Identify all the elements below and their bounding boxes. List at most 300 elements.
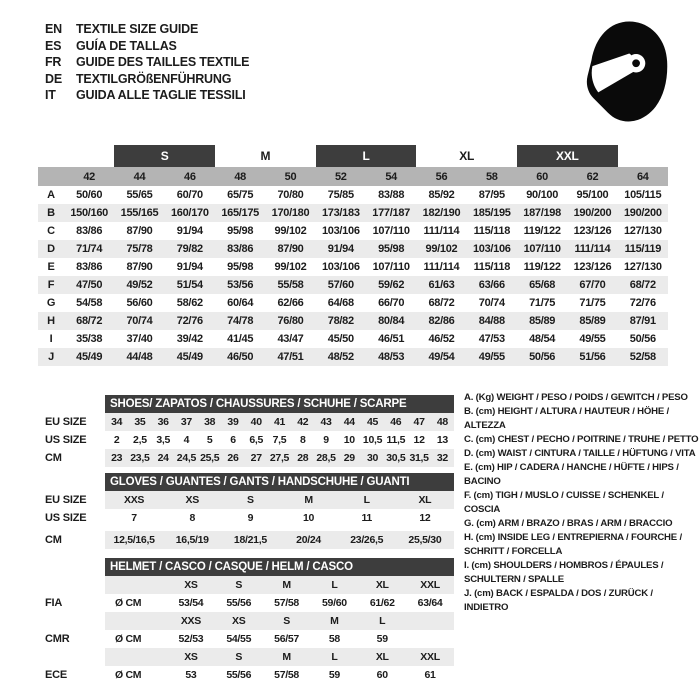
cell: 85/89 [517, 312, 567, 330]
cell: 29 [338, 449, 361, 467]
section-title-row [105, 558, 454, 576]
cell: 35 [128, 413, 151, 431]
cell: D [38, 240, 64, 258]
cell: 38 [198, 413, 221, 431]
cell: 61/62 [369, 597, 395, 609]
cell: 46 [165, 167, 215, 186]
cell: 55/56 [226, 669, 252, 681]
cell: G [46, 297, 56, 309]
cell: 23,5 [128, 449, 151, 467]
cell: 37 [175, 413, 198, 431]
cell: 59/60 [322, 597, 347, 609]
gloves-table-title: GLOVES / GUANTES / GANTS / HANDSCHUHE / GUANTI [105, 473, 454, 491]
cell: 23 [105, 449, 128, 467]
cell: L [338, 491, 396, 509]
cell: 70/74 [478, 297, 505, 309]
cell: M [263, 576, 311, 594]
cell: 24,5 [175, 449, 198, 467]
cell: 71/75 [579, 297, 606, 309]
cell: 52/53 [178, 633, 204, 645]
cell [38, 167, 64, 186]
cell: 91/94 [176, 261, 203, 273]
cell: 70/80 [277, 189, 304, 201]
cell: 25,5/30 [396, 531, 454, 549]
cell: 56 [416, 167, 466, 186]
cell: S [221, 491, 279, 509]
lang-label: TEXTILE SIZE GUIDE [76, 22, 199, 36]
cell: XS [167, 648, 215, 666]
measurement-row-B [38, 204, 668, 222]
cell: 74/78 [215, 312, 265, 330]
cell: 65/75 [227, 189, 254, 201]
cell: 50/60 [76, 189, 103, 201]
cell: 48/54 [529, 333, 556, 345]
cm-row [105, 531, 454, 549]
cell: 18/21,5 [221, 531, 279, 549]
cell: 115/119 [618, 240, 668, 258]
cell: 42 [291, 413, 314, 431]
eu-size-row [105, 413, 454, 431]
cell: 70/74 [114, 312, 164, 330]
measurement-row-C [38, 222, 668, 240]
lang-code: ES [45, 38, 62, 53]
cell: 45 [361, 413, 384, 431]
cell: 190/200 [618, 204, 668, 222]
language-row [45, 21, 249, 38]
cell: 56/60 [126, 297, 153, 309]
cell: 48/52 [316, 348, 366, 366]
measurement-row-G [38, 294, 668, 312]
cell: 39 [221, 413, 244, 431]
cell: J [38, 348, 64, 366]
cell: 83/86 [76, 225, 103, 237]
shoes-eu-size-label: EU SIZE [45, 416, 87, 428]
cell: 41 [268, 413, 291, 431]
cell: 47 [407, 413, 430, 431]
cell: 60 [376, 669, 388, 681]
helmet-cmr-label: CMR [45, 633, 70, 645]
cell: 43 [314, 413, 337, 431]
cell: 62 [567, 167, 617, 186]
cell: 25,5 [198, 449, 221, 467]
cell: 2,5 [133, 434, 147, 446]
size-band-S: S [114, 145, 215, 167]
gloves-cm-label: CM [45, 534, 62, 546]
cell: 12 [413, 434, 425, 446]
main-size-table [38, 145, 668, 366]
cell: A [47, 189, 55, 201]
cell: 105/115 [624, 189, 662, 201]
cell: 9 [323, 434, 329, 446]
helmet-sizes-row-CMR [105, 612, 454, 630]
cell: 72/76 [165, 312, 215, 330]
cell: 71/75 [529, 297, 556, 309]
cell: 39/42 [176, 333, 203, 345]
cell: 190/200 [567, 204, 617, 222]
cell: L [310, 648, 358, 666]
legend-item-C: C. (cm) CHEST / PECHO / POITRINE / TRUHE / PETTO [464, 434, 699, 445]
cell: 90/100 [526, 189, 559, 201]
cell: 91/94 [316, 240, 366, 258]
cell: 49/54 [416, 348, 466, 366]
cell: 52 [316, 167, 366, 186]
cell: 107/110 [372, 261, 410, 273]
size-band-row [38, 145, 668, 167]
legend-item-H: H. (cm) INSIDE LEG / ENTREPIERNA / FOURCHE / SCHRITT / FORCELLA [464, 532, 682, 557]
cell: 53 [185, 669, 197, 681]
cell: C [47, 225, 55, 237]
cell: 63/64 [417, 597, 443, 609]
cell: 8 [189, 512, 195, 524]
cell: 7,5 [272, 434, 287, 446]
helmet-table [105, 558, 454, 684]
cell: 32 [431, 449, 454, 467]
legend-item-D: D. (cm) WAIST / CINTURA / TAILLE / HÜFTUNG / VITA [464, 448, 696, 459]
cell: 54/58 [76, 297, 103, 309]
cell: 67/70 [567, 276, 617, 294]
cell: 47/50 [64, 276, 114, 294]
measurement-row-I [38, 330, 668, 348]
helmet-ece-label: ECE [45, 669, 68, 681]
cell: 95/98 [227, 261, 254, 273]
cell: 48/53 [366, 348, 416, 366]
cell: L [358, 612, 406, 630]
cell: XL [396, 491, 454, 509]
helmet-table-title: HELMET / CASCO / CASQUE / HELM / CASCO [105, 558, 454, 576]
cell: 107/110 [517, 240, 567, 258]
cell: E [47, 261, 55, 273]
cell: 103/106 [321, 261, 360, 273]
cell: 71/74 [64, 240, 114, 258]
cell: XL [358, 648, 406, 666]
eu-size-row [105, 491, 454, 509]
cell: 78/82 [316, 312, 366, 330]
cell: 85/92 [428, 189, 455, 201]
cell: 45/49 [64, 348, 114, 366]
cell: 53/56 [215, 276, 265, 294]
cell: 41/45 [227, 333, 254, 345]
lang-label: GUIDA ALLE TAGLIE TESSILI [76, 88, 246, 102]
cell: 46/50 [215, 348, 265, 366]
cell [406, 612, 454, 630]
cell: 75/85 [327, 189, 354, 201]
cell: 27 [245, 449, 268, 467]
cell: 99/102 [416, 240, 466, 258]
cell: 107/110 [372, 225, 410, 237]
cell: 36 [152, 413, 175, 431]
cell: XS [163, 491, 221, 509]
cell: 47/53 [478, 333, 505, 345]
cell: 87/95 [478, 189, 505, 201]
cell: 103/106 [467, 240, 517, 258]
helmet-sizes-row-FIA [105, 576, 454, 594]
cell: 2 [113, 434, 120, 446]
cell: 45/50 [327, 333, 354, 345]
cell: 10 [343, 434, 355, 446]
cell: 49/55 [467, 348, 517, 366]
cell: I [49, 333, 53, 345]
cell: 57/60 [316, 276, 366, 294]
legend-item-G: G. (cm) ARM / BRAZO / BRAS / ARM / BRACCIO [464, 518, 673, 529]
cell: 12,5/16,5 [105, 531, 163, 549]
cell: 87/90 [265, 240, 315, 258]
cell: 173/183 [316, 204, 366, 222]
lang-code: DE [45, 71, 62, 86]
cell: 52/58 [618, 348, 668, 366]
cell: 50/56 [629, 333, 656, 345]
legend-item-I: I. (cm) SHOULDERS / HOMBROS / ÉPAULES / SCHULTERN / SPALLE [464, 560, 664, 585]
cell: 95/98 [227, 225, 254, 237]
cell: 6,5 [249, 434, 264, 446]
cell: 50/56 [517, 348, 567, 366]
cell: XXS [167, 612, 215, 630]
cell: 165/175 [215, 204, 265, 222]
cell: 60/70 [176, 189, 203, 201]
cell: Ø CM [115, 633, 142, 645]
cell: 9 [247, 512, 254, 524]
cell: 60 [517, 167, 567, 186]
cell: 12 [419, 512, 431, 524]
cell: 55/58 [265, 276, 315, 294]
cell: 30,5 [384, 449, 407, 467]
cell: 115/118 [473, 225, 511, 237]
cell: L [310, 576, 358, 594]
section-title-row [105, 395, 454, 413]
cell: 40 [245, 413, 268, 431]
cell: 111/114 [567, 240, 617, 258]
cell: 160/170 [165, 204, 215, 222]
cell: 87/91 [618, 312, 668, 330]
cell: 58 [328, 633, 340, 645]
cell: 80/84 [366, 312, 416, 330]
cell: 87/90 [126, 225, 153, 237]
cell: 35/38 [76, 333, 103, 345]
cell: 119/122 [523, 225, 561, 237]
racing-helmet-icon [574, 16, 671, 126]
cell: 48 [215, 167, 265, 186]
cell: 123/126 [573, 225, 612, 237]
cell: 47/51 [265, 348, 315, 366]
cell: M [310, 612, 358, 630]
size-band-L: L [316, 145, 417, 167]
cell: 83/88 [378, 189, 405, 201]
cell: 5 [206, 434, 213, 446]
language-row [45, 71, 249, 88]
helmet-values-row-CMR [105, 630, 454, 648]
measurement-row-A [38, 186, 668, 204]
cell: 13 [436, 434, 448, 446]
cell: 54/55 [226, 633, 252, 645]
cell: Ø CM [115, 669, 142, 681]
cell: 177/187 [366, 204, 416, 222]
cell: 51/56 [567, 348, 617, 366]
cell: 31,5 [407, 449, 430, 467]
cell: 7 [131, 512, 137, 524]
measurement-row-J [38, 348, 668, 366]
cell: 48 [431, 413, 454, 431]
cell: 61 [424, 669, 436, 681]
cell: 42 [64, 167, 114, 186]
cell: 119/122 [523, 261, 561, 273]
cell: 182/190 [416, 204, 466, 222]
measurement-row-F [38, 276, 668, 294]
cell: 4 [183, 434, 190, 446]
cell: XS [167, 576, 215, 594]
language-row [45, 54, 249, 71]
helmet-values-row-ECE [105, 666, 454, 684]
cell: 57/58 [274, 597, 299, 609]
cell [105, 576, 167, 594]
cell: 10 [303, 512, 315, 524]
size-band-XL: XL [416, 145, 517, 167]
legend-item-B: B. (cm) HEIGHT / ALTURA / HAUTEUR / HÖHE / ALTEZZA [464, 406, 669, 431]
cell: 30 [361, 449, 384, 467]
cell: Ø CM [115, 597, 142, 609]
size-band-empty [618, 145, 668, 167]
cell: 91/94 [176, 225, 203, 237]
cell: 60/64 [227, 297, 254, 309]
cell: 49/55 [579, 333, 606, 345]
cell: 58 [467, 167, 517, 186]
size-band-XXL: XXL [517, 145, 618, 167]
cell: 83/86 [76, 261, 103, 273]
cell: S [215, 576, 263, 594]
cell: M [263, 648, 311, 666]
cell: 55/65 [126, 189, 153, 201]
cell: 28,5 [314, 449, 337, 467]
measurement-row-D [38, 240, 668, 258]
measurement-row-H [38, 312, 668, 330]
cell: 115/118 [473, 261, 511, 273]
cell: S [215, 648, 263, 666]
legend-item-E: E. (cm) HIP / CADERA / HANCHE / HÜFTE / HIPS / BACINO [464, 462, 679, 487]
cell: 46 [384, 413, 407, 431]
cell: 185/195 [467, 204, 517, 222]
lang-label: GUIDE DES TAILLES TEXTILE [76, 55, 250, 69]
legend-item-F: F. (cm) TIGH / MUSLO / CUISSE / SCHENKEL / COSCIA [464, 490, 664, 515]
cell: 34 [105, 413, 128, 431]
cell: XL [358, 576, 406, 594]
cell: 76/80 [265, 312, 315, 330]
cell: 127/130 [623, 261, 662, 273]
legend-item-J: J. (cm) BACK / ESPALDA / DOS / ZURÜCK / INDIETRO [464, 588, 653, 613]
cell: 10,5 [362, 434, 383, 446]
cell: 95/100 [576, 189, 609, 201]
cell: 64 [618, 167, 668, 186]
cell: 50 [265, 167, 315, 186]
cell: 84/88 [467, 312, 517, 330]
cell: 58/62 [176, 297, 203, 309]
lang-code: FR [45, 55, 62, 69]
cell: 85/89 [567, 312, 617, 330]
section-title-row [105, 473, 454, 491]
cell: F [38, 276, 64, 294]
cell: 27,5 [268, 449, 291, 467]
language-row [45, 87, 249, 104]
cell: 20/24 [279, 531, 337, 549]
language-list [45, 21, 249, 104]
cell: 111/114 [423, 261, 460, 273]
cell: 75/78 [114, 240, 164, 258]
shoes-us-size-label: US SIZE [45, 434, 87, 446]
cell: 11 [361, 512, 372, 524]
helmet-values-row-FIA [105, 594, 454, 612]
cell [406, 630, 454, 648]
shoes-table-title: SHOES/ ZAPATOS / CHAUSSURES / SCHUHE / SCARPE [105, 395, 454, 413]
cell: 51/54 [165, 276, 215, 294]
cell: 87/90 [126, 261, 153, 273]
cell: 24 [152, 449, 175, 467]
cell: 3,5 [156, 434, 171, 446]
measurement-row-E [38, 258, 668, 276]
gloves-table [105, 473, 454, 549]
cell: 54 [366, 167, 416, 186]
cell: 82/86 [416, 312, 466, 330]
cell: 8 [299, 434, 306, 446]
cell: 11,5 [386, 434, 406, 446]
cell [105, 648, 167, 666]
cell: 83/86 [215, 240, 265, 258]
size-band-empty [38, 145, 114, 167]
us-size-row [105, 431, 454, 449]
cell: 43/47 [277, 333, 304, 345]
cell: M [279, 491, 337, 509]
cell: 123/126 [573, 261, 612, 273]
cell: 65/68 [517, 276, 567, 294]
cell: 61/63 [416, 276, 466, 294]
lang-label: GUÍA DE TALLAS [76, 38, 177, 53]
helmet-sizes-row-ECE [105, 648, 454, 666]
size-number-row [38, 167, 668, 186]
cell: XXL [406, 648, 454, 666]
cell: 150/160 [64, 204, 114, 222]
language-row [45, 38, 249, 55]
cell: 57/58 [274, 669, 299, 681]
lang-code: IT [45, 88, 56, 102]
measurement-legend [464, 391, 699, 615]
shoes-table [105, 395, 454, 467]
cell: 16,5/19 [163, 531, 221, 549]
cell: 45/49 [165, 348, 215, 366]
cell: 111/114 [423, 225, 460, 237]
cell: 68/72 [64, 312, 114, 330]
cell: 187/198 [517, 204, 567, 222]
cell: XXS [105, 491, 163, 509]
cell: 68/72 [618, 276, 668, 294]
gloves-us-size-label: US SIZE [45, 512, 87, 524]
lang-label: TEXTILGRÖßENFÜHRUNG [76, 71, 232, 86]
cell: 64/68 [327, 297, 354, 309]
cell: XXL [406, 576, 454, 594]
cell: 95/98 [366, 240, 416, 258]
cell: 37/40 [126, 333, 153, 345]
cell: 28 [291, 449, 314, 467]
cell: 59 [328, 669, 340, 681]
shoes-cm-label: CM [45, 452, 62, 464]
cell: 23/26,5 [338, 531, 396, 549]
cell: H [38, 312, 64, 330]
cell: XS [215, 612, 263, 630]
helmet-fia-label: FIA [45, 597, 63, 609]
cell: 6 [230, 434, 236, 446]
cell: 66/70 [378, 297, 405, 309]
cell: 44/48 [114, 348, 164, 366]
cell: 44 [338, 413, 361, 431]
cell: 59 [376, 633, 388, 645]
gloves-eu-size-label: EU SIZE [45, 494, 87, 506]
cell: 44 [114, 167, 164, 186]
cell: 155/165 [114, 204, 164, 222]
